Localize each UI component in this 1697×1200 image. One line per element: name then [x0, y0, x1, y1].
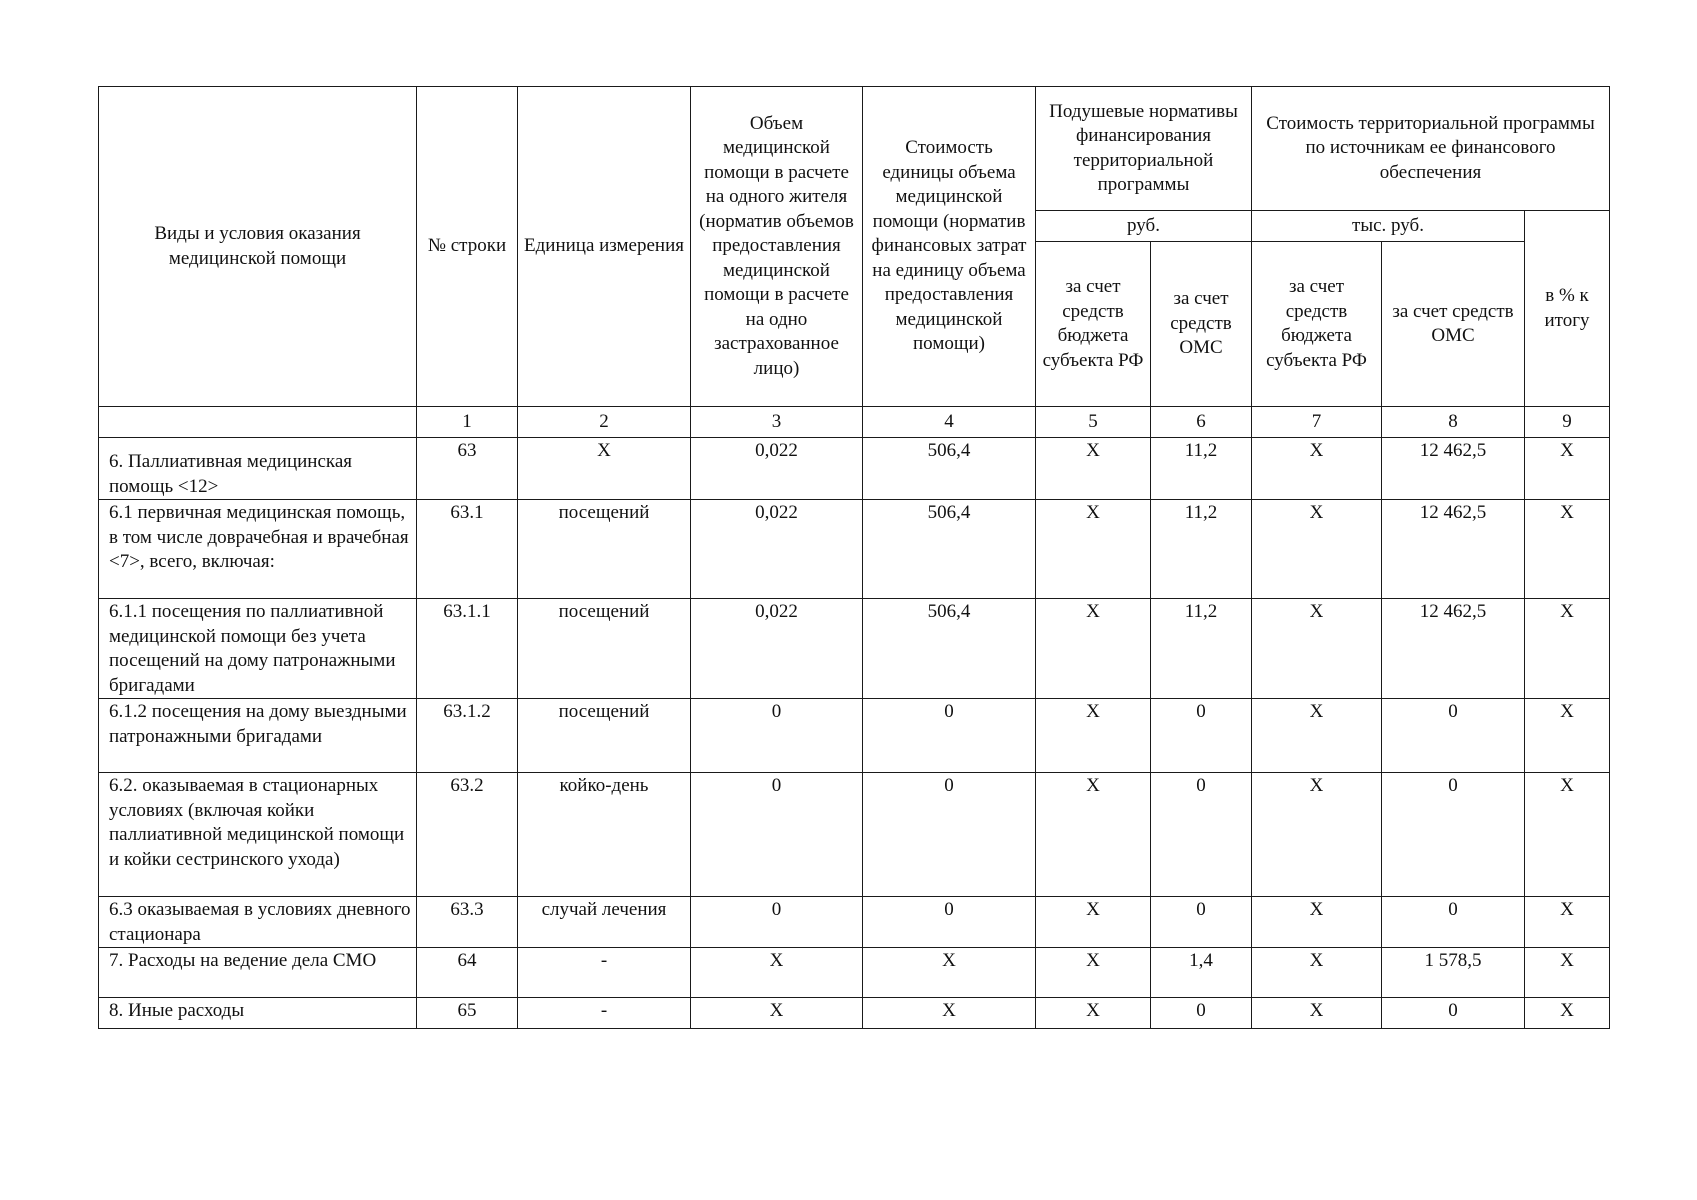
row-volume: 0 — [691, 897, 863, 948]
table-row — [99, 897, 1610, 948]
column-number: 4 — [863, 407, 1036, 438]
row-percent: X — [1525, 998, 1610, 1029]
row-cost: X — [863, 998, 1036, 1029]
row-budget-rub: X — [1036, 699, 1151, 773]
row-oms-thousand: 0 — [1382, 998, 1525, 1029]
row-volume: X — [691, 948, 863, 998]
row-unit: X — [518, 438, 691, 500]
column-number: 1 — [417, 407, 518, 438]
table-row — [99, 599, 1610, 699]
row-oms-rub: 11,2 — [1151, 599, 1252, 699]
row-oms-thousand: 0 — [1382, 897, 1525, 948]
header-kinds: Виды и условия оказания медицинской помощи — [99, 87, 417, 407]
row-unit: посещений — [518, 500, 691, 599]
row-oms-rub: 11,2 — [1151, 500, 1252, 599]
row-budget-rub: X — [1036, 773, 1151, 897]
row-cost: 506,4 — [863, 438, 1036, 500]
row-volume: 0 — [691, 699, 863, 773]
row-oms-thousand: 12 462,5 — [1382, 500, 1525, 599]
header-unit: Единица измерения — [518, 87, 691, 407]
row-name: 7. Расходы на ведение дела СМО — [99, 948, 417, 998]
header-percent: в % к итогу — [1525, 211, 1610, 407]
row-name: 6.1.2 посещения на дому выездными патронажными бригадами — [99, 699, 417, 773]
row-volume: 0,022 — [691, 599, 863, 699]
row-name: 6.1 первичная медицинская помощь, в том числе доврачебная и врачебная <7>, всего, включая: — [99, 500, 417, 599]
table-row — [99, 699, 1610, 773]
column-number: 9 — [1525, 407, 1610, 438]
column-number: 6 — [1151, 407, 1252, 438]
row-budget-rub: X — [1036, 599, 1151, 699]
row-oms-thousand: 12 462,5 — [1382, 438, 1525, 500]
header-oms-rub: за счет средств ОМС — [1151, 242, 1252, 407]
row-number: 63.1.2 — [417, 699, 518, 773]
row-percent: X — [1525, 699, 1610, 773]
row-name: 6.3 оказываемая в условиях дневного стационара — [99, 897, 417, 948]
row-budget-rub: X — [1036, 998, 1151, 1029]
row-oms-rub: 0 — [1151, 897, 1252, 948]
header-program-cost: Стоимость территориальной программы по источникам ее финансового обеспечения — [1252, 87, 1610, 211]
column-number: 7 — [1252, 407, 1382, 438]
row-percent: X — [1525, 599, 1610, 699]
row-name: 6.1.1 посещения по паллиативной медицинской помощи без учета посещений на дому патронажными бригадами — [99, 599, 417, 699]
table-row — [99, 948, 1610, 998]
header-volume: Объем медицинской помощи в расчете на одного жителя (норматив объемов предоставления медицинской помощи в расчете на одно застрахованное лицо) — [691, 87, 863, 407]
column-number: 2 — [518, 407, 691, 438]
table-row — [99, 500, 1610, 599]
row-budget-thousand: X — [1252, 438, 1382, 500]
financing-table — [98, 86, 1610, 1029]
row-oms-rub: 0 — [1151, 998, 1252, 1029]
row-volume: 0 — [691, 773, 863, 897]
row-percent: X — [1525, 773, 1610, 897]
row-number: 63.1.1 — [417, 599, 518, 699]
row-volume: 0,022 — [691, 438, 863, 500]
row-unit: - — [518, 998, 691, 1029]
table-row — [99, 773, 1610, 897]
row-oms-rub: 0 — [1151, 773, 1252, 897]
column-number — [99, 407, 417, 438]
row-number: 63.2 — [417, 773, 518, 897]
row-name: 8. Иные расходы — [99, 998, 417, 1029]
row-oms-rub: 0 — [1151, 699, 1252, 773]
row-budget-rub: X — [1036, 500, 1151, 599]
row-cost: 0 — [863, 897, 1036, 948]
row-budget-rub: X — [1036, 897, 1151, 948]
column-number: 3 — [691, 407, 863, 438]
header-unit-rub: руб. — [1036, 211, 1252, 242]
row-cost: 0 — [863, 773, 1036, 897]
row-cost: 506,4 — [863, 599, 1036, 699]
row-unit: - — [518, 948, 691, 998]
row-number: 63.3 — [417, 897, 518, 948]
table-row — [99, 998, 1610, 1029]
row-budget-thousand: X — [1252, 948, 1382, 998]
row-percent: X — [1525, 948, 1610, 998]
row-oms-thousand: 1 578,5 — [1382, 948, 1525, 998]
header-budget-rub: за счет средств бюджета субъекта РФ — [1036, 242, 1151, 407]
row-budget-thousand: X — [1252, 998, 1382, 1029]
row-budget-thousand: X — [1252, 897, 1382, 948]
row-budget-rub: X — [1036, 438, 1151, 500]
row-oms-rub: 1,4 — [1151, 948, 1252, 998]
row-unit: посещений — [518, 699, 691, 773]
table-row — [99, 438, 1610, 500]
row-cost: X — [863, 948, 1036, 998]
row-budget-rub: X — [1036, 948, 1151, 998]
row-unit: случай лечения — [518, 897, 691, 948]
header-oms-thousand: за счет средств ОМС — [1382, 242, 1525, 407]
row-cost: 506,4 — [863, 500, 1036, 599]
row-budget-thousand: X — [1252, 500, 1382, 599]
row-volume: X — [691, 998, 863, 1029]
column-number: 5 — [1036, 407, 1151, 438]
header-budget-thousand: за счет средств бюджета субъекта РФ — [1252, 242, 1382, 407]
row-cost: 0 — [863, 699, 1036, 773]
column-number: 8 — [1382, 407, 1525, 438]
row-number: 65 — [417, 998, 518, 1029]
row-budget-thousand: X — [1252, 599, 1382, 699]
header-unit-cost: Стоимость единицы объема медицинской помощи (норматив финансовых затрат на единицу объема предоставления медицинской помощи) — [863, 87, 1036, 407]
row-name: 6.2. оказываемая в стационарных условиях (включая койки паллиативной медицинской помощи и койки сестринского ухода) — [99, 773, 417, 897]
row-oms-rub: 11,2 — [1151, 438, 1252, 500]
row-percent: X — [1525, 897, 1610, 948]
header-row-number: № строки — [417, 87, 518, 407]
row-number: 64 — [417, 948, 518, 998]
row-percent: X — [1525, 438, 1610, 500]
row-oms-thousand: 12 462,5 — [1382, 599, 1525, 699]
row-unit: посещений — [518, 599, 691, 699]
row-number: 63.1 — [417, 500, 518, 599]
row-percent: X — [1525, 500, 1610, 599]
row-unit: койко-день — [518, 773, 691, 897]
header-per-capita: Подушевые нормативы финансирования территориальной программы — [1036, 87, 1252, 211]
row-number: 63 — [417, 438, 518, 500]
row-oms-thousand: 0 — [1382, 773, 1525, 897]
row-name: 6. Паллиативная медицинская помощь <12> — [99, 438, 417, 500]
header-unit-thousand-rub: тыс. руб. — [1252, 211, 1525, 242]
row-budget-thousand: X — [1252, 699, 1382, 773]
row-oms-thousand: 0 — [1382, 699, 1525, 773]
row-budget-thousand: X — [1252, 773, 1382, 897]
row-volume: 0,022 — [691, 500, 863, 599]
